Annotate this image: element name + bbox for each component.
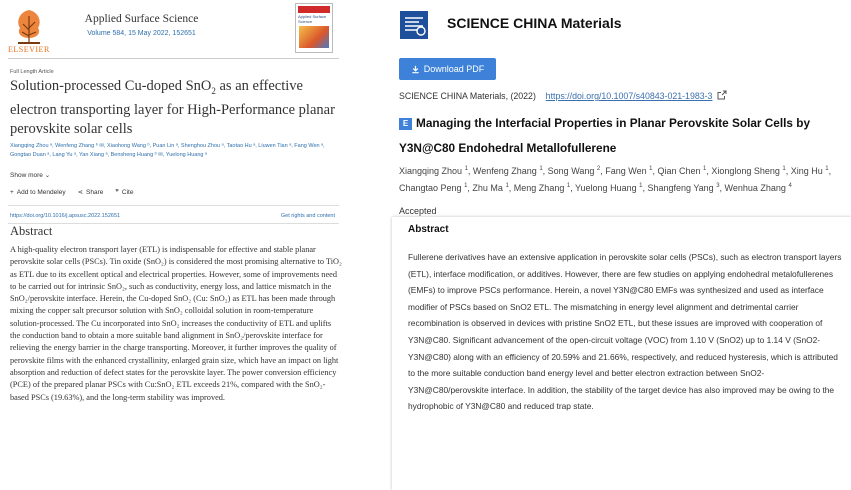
- author-name[interactable]: Changtao Peng $^1$: [399, 183, 468, 193]
- affiliation-marker: 3: [716, 183, 720, 189]
- affiliation-marker: 4: [788, 183, 792, 189]
- download-icon: [411, 65, 420, 74]
- doi-link[interactable]: https://doi.org/10.1016/j.apsusc.2022.152651: [10, 213, 121, 219]
- author-name[interactable]: Xing Hu $^1$: [790, 166, 829, 176]
- chevron-down-icon: ⌄: [44, 172, 51, 179]
- abstract-heading: Abstract: [10, 224, 53, 238]
- author-name[interactable]: Shangfeng Yang $^3$: [647, 183, 720, 193]
- article-title: Solution-processed Cu-doped SnO$_2$ as an effective electron transporting layer for High-Performance planar perovskite solar cells: [10, 78, 335, 137]
- author-name[interactable]: Qian Chen $^1$: [657, 166, 707, 176]
- abstract-heading: Abstract: [408, 224, 449, 235]
- doi-link[interactable]: https://doi.org/10.1007/s40843-021-1983-3: [545, 91, 713, 101]
- citation-line: [399, 90, 727, 101]
- affiliation-marker: 1: [539, 166, 543, 172]
- abstract-text: A high-quality electron transport layer (ETL) is indispensable for effective and stable planar perovskite solar cells (PSCs). Tin oxide (SnO₂) is considered the most promising alternative to TiO₂ as ETL due to its excellent optical and electrical properties. However, some of improvements need to be carried out for intrinsic SnO₂, such as conductivity, energy loss, and lattice mismatch in the SnO₂/perovskite interface. Herein, the Cu-doped SnO₂ (Cu: SnO₂) as ETL has been made through mixing the copper salt precursor solution with SnO₂ colloidal solution in room-temperature solution-processed. The Cu incorporated into SnO₂ increases the conductivity of ETL and uplifts the conduction band to obtain a more suitable band alignment in SnO₂/perovskite interface for relieving the energy barrier in the charge transporting. Moreover, it further improves the quality of perovskite films with the enhanced crystallinity, enlarged grain size, which have an impact on light absorption and reduction of defect states for the perovskite layer. The power conversion efficiency (PCE) of the prepared planar PSCs with Cu:SnO₂ ETL exceeds 21%, compared with the SnO₂-based PSCs (19.63%), and the long-term stability was improved.: [10, 245, 342, 402]
- add-to-mendeley-button[interactable]: + Add to Mendeley: [10, 188, 66, 196]
- panel-gap: [346, 0, 392, 490]
- share-button[interactable]: ⋖ Share: [77, 188, 104, 196]
- author-name[interactable]: Xionglong Sheng $^1$: [711, 166, 786, 176]
- author-name[interactable]: Meng Zhang $^1$: [513, 183, 571, 193]
- elsevier-tree-logo-icon[interactable]: [10, 6, 48, 46]
- affiliation-marker: 1: [825, 166, 829, 172]
- author-name[interactable]: Fang Wen $^1$: [605, 166, 653, 176]
- author-name[interactable]: Wenhua Zhang $^4$: [724, 183, 792, 193]
- author-name[interactable]: Xiangqing Zhou $^1$: [399, 166, 468, 176]
- abstract-text: Fullerene derivatives have an extensive application in perovskite solar cells (PSCs), such as electron transport layers (ETL), interface modification, or additives. However, there are few studies on applying endohedral metalofullerenes (EMFs) to improve PSCs performance. Herein, a novel Y3N@C80 EMFs was synthesized and used as interface modifier of PSCs based on SnO2 ETL. The mismatching in energy level alignment and detrimental carrier recombination is observed in devices with pristine SnO2 ETL, but these issues are improved with cooperation of Y3N@C80. Significant advancement of the open-circuit voltage (VOC) from 1.10 V (SnO2) up to 1.14 V (SnO2-Y3N@C80) along with an efficiency of 20.59% and 21.66%, respectively, and reduced hysteresis, which is attributed to the more suitable conduction band energy level and better electron extraction between SnO2-Y3N@C80/perovskite interface. In addition, the stability of the target device has also improved may be owing to the hydrophobic of Y3N@C80 and reduced trap state.: [408, 252, 842, 412]
- abstract-card: [392, 217, 851, 490]
- author-list: Xiangqing Zhou $^1$, Wenfeng Zhang $^1$, Song Wang $^2$, Fang Wen $^1$, Qian Chen $^1$, Xionglong Sheng $^1$, Xing Hu $^1$, Changtao Peng $^1$, Zhu Ma $^1$, Meng Zhang $^1$, Yuelong Huang $^1$, Shangfeng Yang $^3$, Wenhua Zhang $^4$: [399, 166, 832, 193]
- cite-button[interactable]: ❞ Cite: [115, 188, 134, 196]
- divider: [8, 205, 339, 206]
- show-more-toggle[interactable]: Show more ⌄: [10, 172, 51, 179]
- share-icon: ⋖: [77, 189, 84, 196]
- affiliation-marker: 1: [505, 183, 509, 189]
- publisher-name: ELSEVIER: [8, 45, 50, 54]
- affiliation-marker: 1: [649, 166, 653, 172]
- divider: [8, 58, 339, 59]
- status-label: Accepted: [399, 206, 437, 216]
- plus-icon: +: [10, 188, 14, 196]
- elsevier-article-panel: [0, 0, 345, 490]
- affiliation-marker: 2: [596, 166, 601, 172]
- affiliation-marker: 1: [702, 166, 707, 172]
- science-china-logo-icon[interactable]: [399, 10, 429, 40]
- rights-link[interactable]: Get rights and content: [280, 213, 335, 219]
- affiliation-marker: 1: [464, 183, 468, 189]
- article-type: Full Length Article: [10, 69, 54, 75]
- article-type-badge: E: [399, 118, 412, 130]
- author-name[interactable]: Yuelong Huang $^1$: [575, 183, 643, 193]
- journal-header: [0, 0, 345, 58]
- quote-icon: ❞: [115, 189, 119, 196]
- journal-cover-image[interactable]: [295, 3, 333, 53]
- affiliation-marker: 1: [639, 183, 643, 189]
- journal-volume-link[interactable]: Volume 584, 15 May 2022, 152651: [87, 30, 196, 37]
- article-actions: [10, 188, 133, 196]
- author-name[interactable]: Song Wang $^2$: [547, 166, 601, 176]
- article-title: E Managing the Interfacial Properties in Planar Perovskite Solar Cells by Y3N@C80 Endohedral Metallofullerene: [399, 116, 811, 155]
- download-pdf-button[interactable]: Download PDF: [399, 58, 496, 80]
- author-name[interactable]: Wenfeng Zhang $^1$: [472, 166, 543, 176]
- affiliation-marker: 1: [782, 166, 786, 172]
- author-list[interactable]: Xiangqing Zhou ᵃ, Wenfeng Zhang ᵇ ✉, Xiaohong Wang ᵇ, Puan Lin ᵃ, Shenghou Zhou ᵃ, Taotao Hu ᵃ, Liuwen Tian ᵃ, Fang Wen ᵃ, Gongtao Duan ᵃ, Lang Yu ᵃ, Yan Xiang ᵃ, Bensheng Huang ᵇ ✉, Yuelong Huang ᵃ: [10, 143, 325, 158]
- citation-source: SCIENCE CHINA Materials, (2022): [399, 91, 536, 101]
- external-link-icon[interactable]: [717, 90, 727, 100]
- journal-title[interactable]: SCIENCE CHINA Materials: [447, 15, 622, 31]
- affiliation-marker: 1: [566, 183, 571, 189]
- author-name[interactable]: Zhu Ma $^1$: [472, 183, 509, 193]
- cover-title: Applied Surface Science: [298, 14, 327, 24]
- affiliation-marker: 1: [464, 166, 468, 172]
- divider: [8, 223, 339, 224]
- journal-title-link[interactable]: Applied Surface Science: [84, 13, 199, 25]
- science-china-article-panel: [392, 0, 851, 490]
